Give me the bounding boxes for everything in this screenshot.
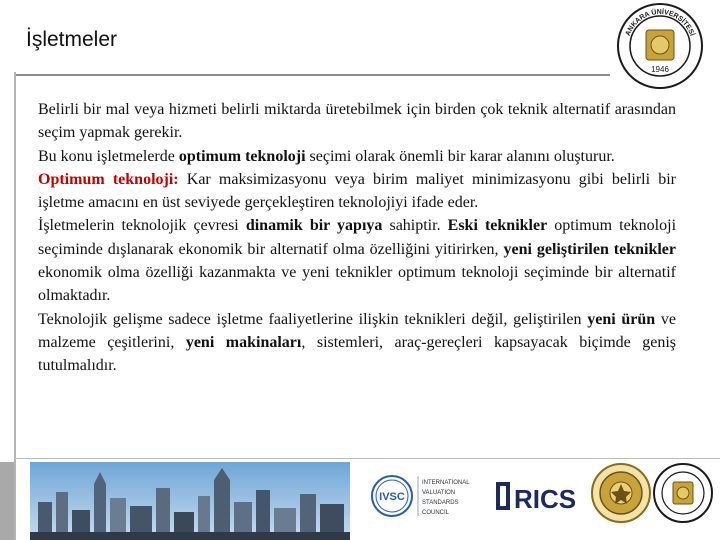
paragraph-4-text-e: optimum teknoloji seçiminde dışlanarak ekonomik bir alternatif olma özelliğini yitirirken, [38,217,677,258]
paragraph-4 [38,214,676,307]
slide-body [38,98,676,378]
slide-title: İşletmeler [26,28,118,51]
ivsc-line-2: VALUATION [422,490,456,496]
left-accent-bar [14,72,16,540]
paragraph-5-text-e: , sistemleri, araç-gereçleri kapsayacak biçimde geniş tutulmalıdır. [38,333,677,375]
university-seal-text: ANKARA ÜNİVERSİTESİ [624,8,696,38]
paragraph-2 [38,145,676,168]
definition-text: Kar maksimizasyonu veya birim maliyet minimizasyonu gibi belirli bir işletme amacını en üst seviyede gerçekleştiren teknolojiyi ifade eder. [38,170,676,212]
ankara-university-seal-icon [616,2,704,90]
definition-term: Optimum teknoloji: [38,170,179,188]
paragraph-4-bold-f: yeni geliştirilen teknikler [503,240,676,258]
ivsc-line-3: STANDARDS [422,500,459,506]
footer-divider [14,458,720,459]
paragraph-4-bold-d: Eski teknikler [447,217,548,235]
rics-logo-icon [494,474,584,518]
paragraph-2-text-a: Bu konu işletmelerde [38,147,179,165]
paragraph-1-text: Belirli bir mal veya hizmeti belirli miktarda üretebilmek için birden çok teknik alternatif arasından seçim yapmak gerekir. [38,101,676,142]
paragraph-4-text-a: İşletmelerin teknolojik çevresi [38,217,246,235]
ivsc-logo-icon [368,468,486,524]
footer-accent-block [0,462,14,540]
rics-wordmark: RICS [514,484,577,514]
paragraph-4-bold-b: dinamik bir yapıya [245,217,383,235]
paragraph-1 [38,98,676,145]
paragraph-2-bold: optimum teknoloji [178,147,306,165]
paragraph-5-text-a: Teknolojik gelişme sadece işletme faaliyetlerine ilişkin teknikleri değil, geliştirilen [38,310,588,328]
gold-seal-icon [590,462,652,524]
paragraph-5 [38,308,676,378]
paragraph-3 [38,168,676,215]
paragraph-2-text-c: seçimi olarak önemli bir karar alanını oluşturur. [305,147,615,165]
paragraph-5-bold-d: yeni makinaları [185,333,302,351]
paragraph-5-text-c: ve malzeme çeşitlerini, [38,310,676,351]
ivsc-line-4: COUNCIL [422,510,450,516]
paragraph-4-text-c: sahiptir. [382,217,448,235]
title-divider [14,74,610,76]
ivsc-line-1: INTERNATIONAL [422,480,470,486]
city-skyline-image [30,462,350,540]
ivsc-acronym: IVSC [379,491,405,503]
university-year: 1946 [651,65,669,74]
ankara-university-seal-small-icon [652,462,714,524]
paragraph-4-text-g: ekonomik olma özelliği kazanmakta ve yeni teknikler optimum teknoloji seçiminde bir alternatif olmaktadır. [38,264,676,305]
paragraph-5-bold-b: yeni ürün [587,310,656,328]
